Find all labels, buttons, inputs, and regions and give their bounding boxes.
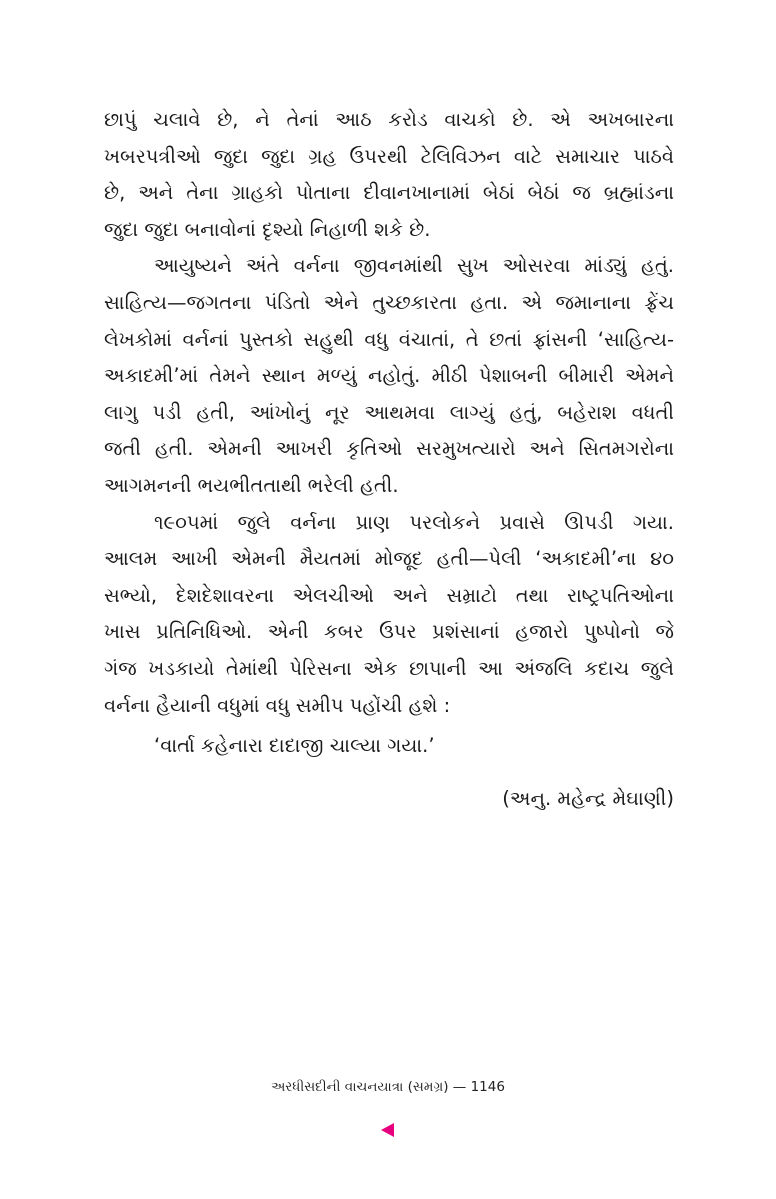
page-footer: અરધીસદીની વાચનયાત્રા (સમગ્ર) — 1146 [271,1079,505,1095]
text-line: આયુષ્યને અંતે વર્નના જીવનમાંથી સુખ ઓસરવા માંડ્યું હતું. [154,254,674,278]
paragraph-1 [104,102,674,248]
text-line: જુદા જુદા બનાવોનાં દૃશ્યો નિહાળી શકે છે. [104,217,431,241]
text-line: લાગુ પડી હતી, આંખોનું નૂર આથમવા લાગ્યું હતું, બહેરાશ વધતી [104,400,674,424]
text-line: લેખકોમાં વર્નનાં પુસ્તકો સહુથી વધુ વંચાતાં, તે છતાં ફ્રાંસની ‘સાહિત્ય- [104,327,674,351]
text-line: જતી હતી. એમની આખરી કૃતિઓ સરમુખત્યારો અને સિતમગરોના [104,437,674,461]
text-line: વર્નના હૈયાની વધુમાં વધુ સમીપ પહોંચી હશે : [104,693,451,717]
translator-attribution: (અનુ. મહેન્દ્ર મેઘાણી) [502,786,674,810]
text-line: સભ્યો, દેશદેશાવરના એલચીઓ અને સમ્રાટો તથા રાષ્ટ્રપતિઓના [104,583,674,607]
text-line: છાપું ચલાવે છે, ને તેનાં આઠ કરોડ વાચકો છે. એ અખબારના [104,108,674,131]
text-line: છે, અને તેના ગ્રાહકો પોતાના દીવાનખાનામાં બેઠાં બેઠાં જ બ્રહ્માંડના [104,181,674,205]
text-line: આગમનની ભયભીતતાથી ભરેલી હતી. [104,473,399,497]
text-line: ગંજ ખડકાયો તેમાંથી પેરિસના એક છાપાની આ અંજલિ કદાચ જુલે [104,656,674,680]
text-line: ખાસ પ્રતિનિધિઓ. એની કબર ઉપર પ્રશંસાનાં હજારો પુષ્પોનો જે [104,620,674,644]
text-line: સાહિત્ય—જગતના પંડિતો એને તુચ્છકારતા હતા. એ જમાનાના ફ્રેંચ [104,290,674,314]
closing-quote: ‘વાર્તા કહેનારા દાદાજી ચાલ્યા ગયા.’ [154,734,435,758]
text-line: અકાદમી’માં તેમને સ્થાન મળ્યું નહોતું. મીઠી પેશાબની બીમારી એમને [104,364,674,388]
text-line: ૧૯૦૫માં જુલે વર્નના પ્રાણ પરલોકને પ્રવાસે ઊપડી ગયા. [154,510,674,534]
body-text [104,102,674,817]
paragraph-2 [104,248,674,504]
paragraph-3 [104,505,674,725]
text-line: આલમ આખી એમની મૈયતમાં મોજૂદ હતી—પેલી ‘અકાદમી’ના ૪૦ [104,547,674,571]
previous-page-arrow-icon[interactable] [381,1123,394,1137]
text-line: ખબરપત્રીઓ જુદા જુદા ગ્રહ ઉપરથી ટેલિવિઝન વાટે સમાચાર પાઠવે [104,144,674,168]
